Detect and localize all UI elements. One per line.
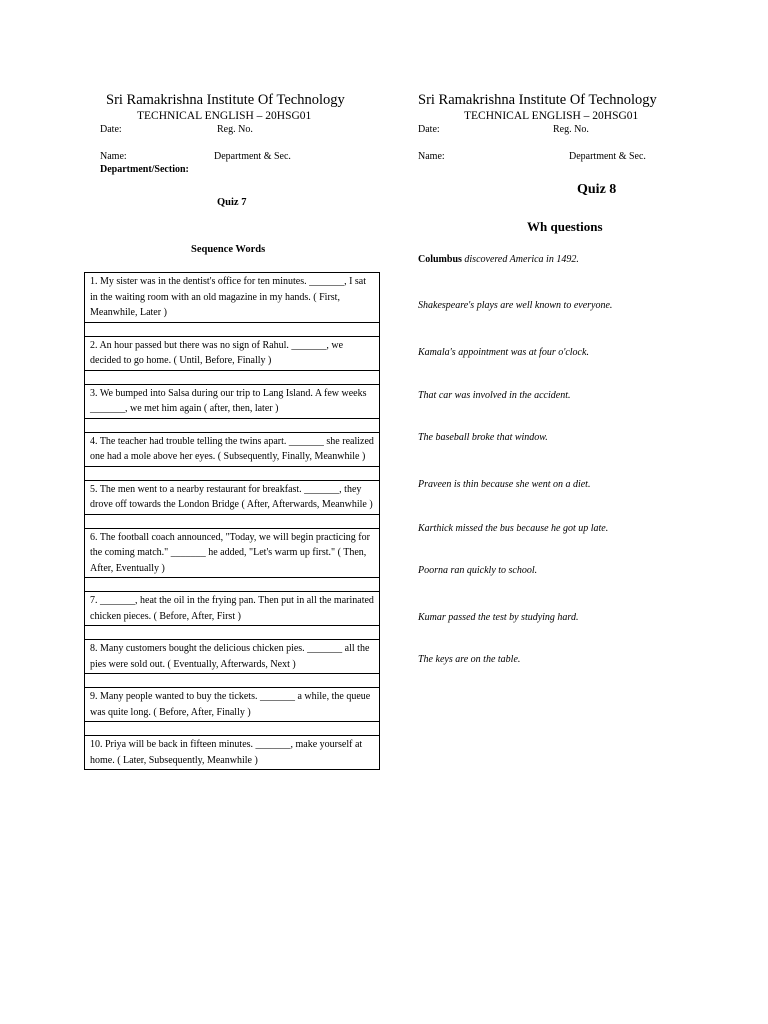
question-4: 4. The teacher had trouble telling the twins apart. _______ she realized one had a mole above her eyes. ( Subsequently, Finally, Meanwhile ) (85, 432, 380, 466)
answer-row (85, 370, 380, 384)
answer-row (85, 626, 380, 640)
left-course-code: TECHNICAL ENGLISH – 20HSG01 (137, 110, 312, 122)
answer-row (85, 514, 380, 528)
right-date-label: Date: (418, 124, 440, 135)
answer-cell (85, 578, 380, 592)
wh-sentence-1-rest: discovered America in 1492. (461, 254, 579, 265)
answer-row (85, 578, 380, 592)
question-5: 5. The men went to a nearby restaurant for breakfast. _______, they drove off towards the London Bridge ( After, Afterwards, Meanwhile ) (85, 480, 380, 514)
wh-sentence-1 (418, 254, 579, 265)
answer-row (85, 674, 380, 688)
question-2: 2. An hour passed but there was no sign of Rahul. _______, we decided to go home. ( Until, Before, Finally ) (85, 336, 380, 370)
answer-cell (85, 514, 380, 528)
answer-cell (85, 466, 380, 480)
wh-sentence-10: The keys are on the table. (418, 654, 521, 665)
answer-cell (85, 626, 380, 640)
answer-cell (85, 322, 380, 336)
wh-sentence-1-subject: Columbus (418, 254, 462, 265)
answer-cell (85, 674, 380, 688)
table-row (85, 273, 380, 323)
question-8: 8. Many customers bought the delicious chicken pies. _______ all the pies were sold out. ( Eventually, Afterwards, Next ) (85, 640, 380, 674)
table-row (85, 640, 380, 674)
answer-row (85, 418, 380, 432)
wh-sentence-5: The baseball broke that window. (418, 432, 548, 443)
answer-row (85, 466, 380, 480)
left-quiz-title: Quiz 7 (217, 197, 247, 208)
sequence-words-table (84, 272, 380, 770)
right-institute-name: Sri Ramakrishna Institute Of Technology (418, 92, 657, 108)
question-9: 9. Many people wanted to buy the tickets. _______ a while, the queue was quite long. ( Before, After, Finally ) (85, 688, 380, 722)
table-row (85, 480, 380, 514)
question-1: 1. My sister was in the dentist's office for ten minutes. _______, I sat in the waiting room with an old magazine in my hands. ( First, Meanwhile, Later ) (85, 273, 380, 323)
answer-cell (85, 370, 380, 384)
wh-sentence-3: Kamala's appointment was at four o'clock. (418, 347, 589, 358)
left-regno-label: Reg. No. (217, 124, 253, 135)
wh-sentence-4: That car was involved in the accident. (418, 390, 571, 401)
question-7: 7. _______, heat the oil in the frying pan. Then put in all the marinated chicken pieces. ( Before, After, First ) (85, 592, 380, 626)
left-institute-name: Sri Ramakrishna Institute Of Technology (106, 92, 345, 108)
left-department-label: Department & Sec. (214, 151, 291, 162)
question-6: 6. The football coach announced, "Today, we will begin practicing for the coming match." _______ he added, "Let's warm up first." ( Then, After, Eventually ) (85, 528, 380, 578)
table-row (85, 384, 380, 418)
answer-row (85, 322, 380, 336)
left-quiz-subtitle: Sequence Words (191, 244, 266, 255)
right-name-label: Name: (418, 151, 445, 162)
left-department-section-label: Department/Section: (100, 164, 189, 175)
right-quiz-title: Quiz 8 (577, 182, 617, 197)
table-row (85, 592, 380, 626)
table-row (85, 432, 380, 466)
answer-row (85, 722, 380, 736)
table-row (85, 336, 380, 370)
wh-sentence-7: Karthick missed the bus because he got up late. (418, 523, 609, 534)
table-row (85, 688, 380, 722)
answer-cell (85, 418, 380, 432)
wh-sentence-2: Shakespeare's plays are well known to everyone. (418, 300, 613, 311)
right-department-label: Department & Sec. (569, 151, 646, 162)
left-name-label: Name: (100, 151, 127, 162)
answer-cell (85, 722, 380, 736)
left-date-label: Date: (100, 124, 122, 135)
wh-sentence-6: Praveen is thin because she went on a diet. (418, 479, 591, 490)
wh-sentence-9: Kumar passed the test by studying hard. (418, 612, 579, 623)
right-quiz-subtitle: Wh questions (527, 219, 603, 234)
question-10: 10. Priya will be back in fifteen minutes. _______, make yourself at home. ( Later, Subsequently, Meanwhile ) (85, 736, 380, 770)
right-regno-label: Reg. No. (553, 124, 589, 135)
question-3: 3. We bumped into Salsa during our trip to Lang Island. A few weeks _______, we met him again ( after, then, later ) (85, 384, 380, 418)
table-row (85, 528, 380, 578)
table-row (85, 736, 380, 770)
wh-sentence-8: Poorna ran quickly to school. (418, 565, 538, 576)
right-course-code: TECHNICAL ENGLISH – 20HSG01 (464, 110, 639, 122)
